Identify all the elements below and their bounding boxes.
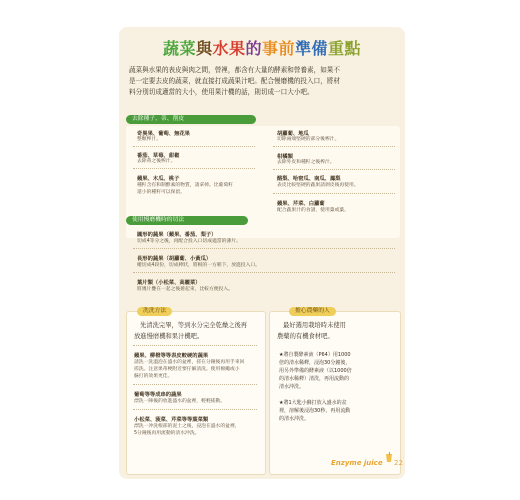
item-desc: 漂洗一陣後的放進盛水的盆裡，輕輕搖動。 (134, 399, 226, 404)
item-title: 奇異果、葡萄、無花果 (137, 131, 190, 137)
item-desc: 整顆榨汁。 (137, 137, 161, 142)
title-prior: 事前 (262, 39, 296, 58)
item-title: 圓形的蔬果（蘋果、番茄、梨子） (137, 232, 217, 238)
wash-intro-line: 先清洗完畢，等到水分完全乾燥之後再 (140, 322, 248, 329)
note-line: ★將自製酵素液（P64）用1000 (279, 352, 351, 358)
section-pill-wash: 洗洗方法 (137, 307, 172, 316)
item-title: 蘋果、柳橙等等表皮較硬的蔬果 (134, 353, 209, 359)
note-line: 裡，溶解後浸泡30秒，再用流動 (279, 408, 351, 414)
item-desc: 5分鐘後再用流動的清水沖洗。 (134, 431, 200, 436)
pesticide-intro-line: 農藥的有機食材吧。 (277, 333, 334, 340)
item-desc: 切成4等分之後，再配合投入口切成適當的薄片。 (137, 239, 241, 244)
divider (133, 248, 395, 249)
wash-intro-line: 放進慢磨機和果汁機吧。 (134, 333, 204, 340)
section-pill-pesticide: 擔心農藥的人 (289, 307, 336, 316)
item-desc: 去除蒂之後榨汁。 (137, 159, 176, 164)
item-desc: 蘇打的效果更佳。 (134, 374, 173, 379)
item-title: 長形的蔬果（胡蘿蔔、小黃瓜） (137, 256, 212, 262)
item-desc: 種籽含有和制酵素的物質，請拿掉。比葡萄籽 (137, 183, 233, 188)
divider (273, 169, 395, 170)
intro-line: 蔬菜與水果的表皮與肉之間，營裡，都含有大量的酵素和營養素，如果不 (129, 66, 340, 74)
title-vegetables: 蔬菜 (162, 39, 196, 58)
wash-intro (134, 320, 260, 342)
title-and: 與 (195, 39, 213, 58)
title-points: 重點 (328, 39, 362, 58)
item-desc: 表皮比較堅硬的蔬果請剝皮後再使用。 (277, 183, 359, 188)
section-pill-remove: 去除種子、蒂、削皮 (126, 115, 256, 124)
pesticide-note-1 (279, 351, 352, 391)
divider (273, 193, 395, 194)
note-line: 的清水稀釋）清洗，再用流動的 (279, 376, 350, 382)
intro-line: 料分別切成適當的大小，使用果汁機的話，則切成一口大小吧。 (129, 88, 314, 96)
note-line: 清水沖洗。 (279, 384, 305, 390)
pesticide-note-2 (279, 399, 350, 423)
intro-paragraph (129, 65, 395, 98)
item-desc: 去除外皮和種籽之後榨汁。 (277, 160, 335, 165)
divider (273, 146, 395, 147)
divider (133, 272, 395, 273)
pesticide-intro (277, 320, 395, 342)
item-title: 小松菜、菠菜、芹菜等等葉菜類 (134, 417, 209, 423)
pesticide-intro-line: 最好選用栽培時未使用 (283, 322, 346, 329)
item-title: 番茄、草莓、甜椒 (137, 153, 180, 159)
item-title: 葡萄等等成串的蔬果 (134, 392, 182, 398)
item-desc: 漂洗一沖洗根部的泥土之後，浸泡在盛水的盆裡， (134, 424, 240, 429)
item-desc: 切除兩端堅硬的部分後榨汁。 (277, 137, 340, 142)
item-title: 蘋果、木瓜、桃子 (137, 176, 180, 182)
divider (133, 146, 255, 147)
item-desc: 請洗一洗溫泡在盛水的盆裡，搓在分鐘後再用手來回 (134, 360, 245, 365)
note-line: ★將1大匙小蘇打放入盛水的盆 (279, 400, 347, 406)
item-title: 葉片類（小松菜、高麗菜） (137, 280, 201, 286)
title-prep: 準備 (295, 39, 329, 58)
intro-line: 是一定要去皮的蔬菜，就直接打成蔬果汁吧。配合慢磨機的投入口，將材 (129, 77, 340, 85)
item-desc: 配合蔬果汁的食譜，使用葉或葉。 (277, 208, 349, 213)
note-line: 倍的清水稀釋，浸泡30分鐘後， (279, 360, 351, 366)
page-panel (119, 27, 405, 479)
item-title: 胡蘿蔔、地瓜 (277, 131, 309, 137)
item-desc: 搓洗。注意果蒂梗附近要仔細清洗。使用棉繩或小 (134, 367, 240, 372)
page-title (119, 36, 405, 59)
item-desc: 還小的種籽可以保留。 (137, 190, 185, 195)
section-pill-cut: 使用慢磨機時的切法 (126, 216, 248, 225)
note-line: 的清水沖洗。 (279, 416, 310, 422)
divider (133, 168, 255, 169)
item-title: 蘋果、芹菜、白蘿蔔 (277, 201, 325, 207)
note-line: 用另外準備的酵素液（以1000倍 (279, 368, 352, 374)
item-desc: 縱切成4段份，切成棒狀，將根的一方朝下，放進投入口。 (137, 263, 260, 268)
item-title: 柑橘類 (277, 154, 293, 160)
divider (133, 345, 257, 346)
item-desc: 將幾片疊在一起之後捲起來，比較方便投入。 (137, 287, 233, 292)
footer-brand: Enzyme juice (331, 459, 383, 467)
title-fruit: 水果 (212, 39, 246, 58)
page-number: 22 (394, 459, 403, 467)
divider (133, 409, 257, 410)
divider (133, 384, 257, 385)
title-of: 的 (245, 39, 262, 58)
item-title: 酪梨、哈密瓜、南瓜、鳳梨 (277, 176, 341, 182)
juice-cup-icon (385, 452, 393, 462)
